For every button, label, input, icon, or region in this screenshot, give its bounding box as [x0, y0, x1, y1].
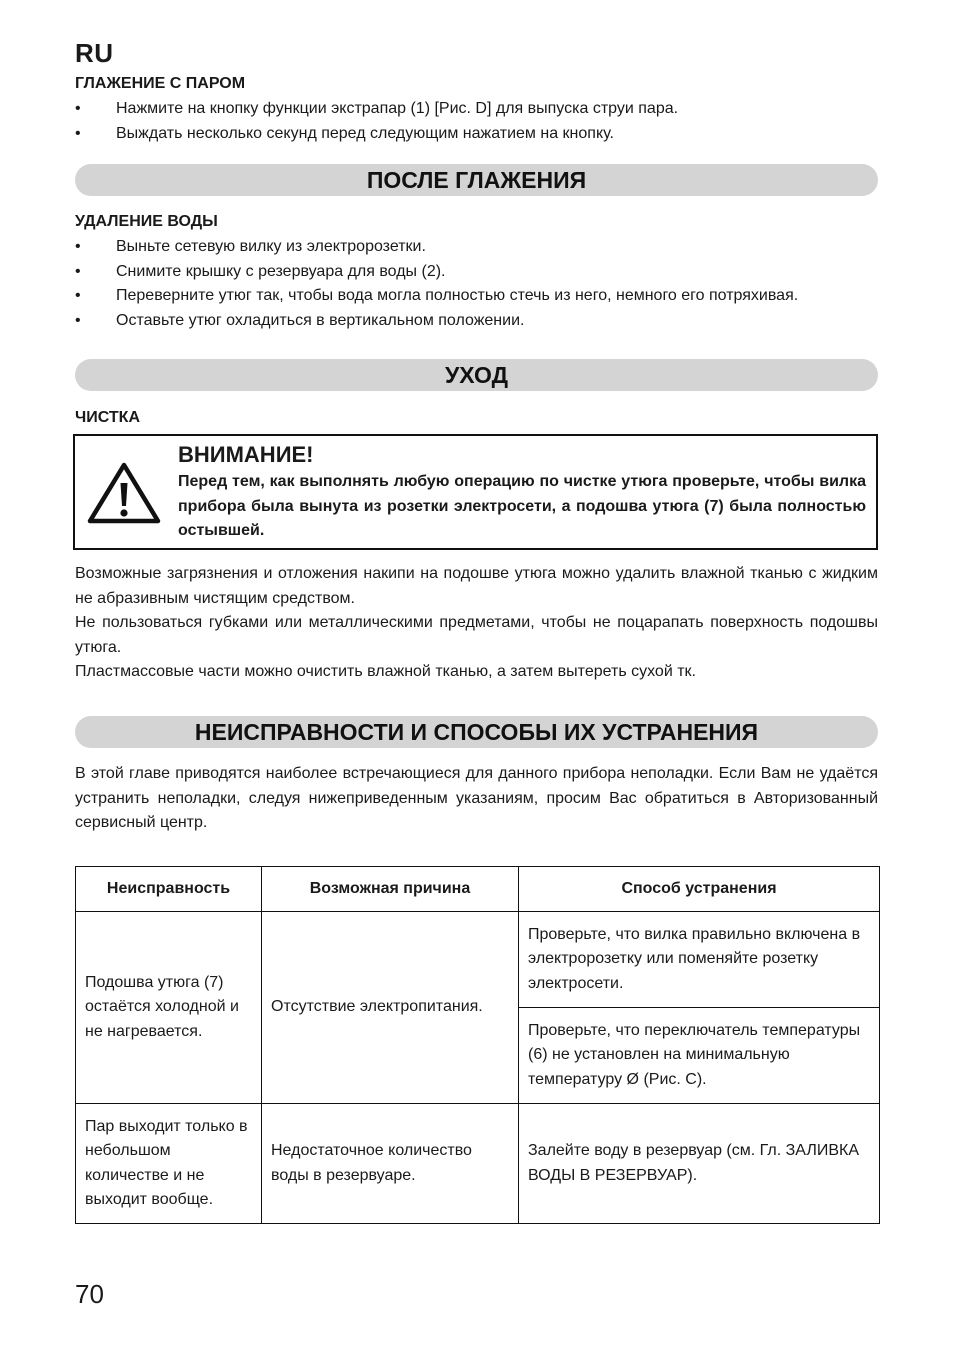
cleaning-paragraph-3: Пластмассовые части можно очистить влажной тканью, а затем вытереть сухой тк.: [75, 663, 696, 680]
steam-ironing-list: [75, 97, 880, 146]
list-item: • Выждать несколько секунд перед следующим нажатием на кнопку.: [75, 124, 614, 142]
page-number: 70: [75, 1279, 104, 1309]
troubleshooting-section-bar: НЕИСПРАВНОСТИ И СПОСОБЫ ИХ УСТРАНЕНИЯ: [75, 716, 878, 748]
problem-cell: Подошва утюга (7) остаётся холодной и не нагревается.: [76, 912, 262, 1104]
list-item: • Переверните утюг так, чтобы вода могла полностью стечь из него, немного его потряхивая.: [75, 287, 799, 304]
problem-cell: Пар выходит только в небольшом количестве и не выходит вообще.: [76, 1104, 262, 1224]
table-row: [76, 1104, 880, 1224]
after-ironing-section-bar: ПОСЛЕ ГЛАЖЕНИЯ: [75, 164, 878, 196]
warning-text: Перед тем, как выполнять любую операцию по чистке утюга проверьте, чтобы вилка прибора была вынута из розетки электросети, а подошва утюга (7) была полностью остывшей.: [178, 473, 866, 539]
water-removal-heading: УДАЛЕНИЕ ВОДЫ: [75, 213, 218, 230]
table-row: [76, 912, 880, 1008]
list-item: • Нажмите на кнопку функции экстрапар (1) [Рис. D] для выпуска струи пара.: [75, 100, 679, 117]
troubleshooting-table: [75, 866, 880, 1224]
cleaning-heading: ЧИСТКА: [75, 409, 140, 426]
list-item: • Снимите крышку с резервуара для воды (2).: [75, 262, 446, 280]
troubleshooting-intro: В этой главе приводятся наиболее встречающиеся для данного прибора неполадки. Если Вам не удаётся устранить неполадки, следуя нижеприведенным указаниям, просим Вас обратиться в Авторизованный сервисный центр.: [75, 765, 878, 831]
cause-cell: Недостаточное количество воды в резервуаре.: [262, 1104, 519, 1224]
table-header-row: [76, 867, 880, 912]
column-header-cause: Возможная причина: [262, 867, 519, 912]
list-item: • Выньте сетевую вилку из электророзетки.: [75, 238, 426, 255]
cause-cell: Отсутствие электропитания.: [262, 912, 519, 1104]
steam-ironing-heading: ГЛАЖЕНИЕ С ПАРОМ: [75, 75, 246, 92]
solution-cell: Залейте воду в резервуар (см. Гл. ЗАЛИВКА ВОДЫ В РЕЗЕРВУАР).: [519, 1104, 880, 1224]
water-removal-list: [75, 235, 880, 333]
warning-title: ВНИМАНИЕ!: [178, 442, 314, 467]
solution-cell: Проверьте, что переключатель температуры (6) не установлен на минимальную температуру Ø (Рис. C).: [519, 1008, 880, 1104]
language-code: RU: [75, 38, 114, 68]
column-header-solution: Способ устранения: [519, 867, 880, 912]
list-item: • Оставьте утюг охладиться в вертикальном положении.: [75, 311, 525, 329]
solution-cell: Проверьте, что вилка правильно включена в электророзетку или поменяйте розетку электросети.: [519, 912, 880, 1008]
warning-triangle-icon: [87, 461, 161, 525]
warning-box: [73, 434, 878, 550]
care-section-bar: УХОД: [75, 359, 878, 391]
cleaning-paragraph-1: Возможные загрязнения и отложения накипи на подошве утюга можно удалить влажной тканью с жидким не абразивным чистящим средством.: [75, 565, 878, 607]
column-header-problem: Неисправность: [76, 867, 262, 912]
cleaning-paragraph-2: Не пользоваться губками или металлическими предметами, чтобы не поцарапать поверхность подошвы утюга.: [75, 614, 878, 656]
